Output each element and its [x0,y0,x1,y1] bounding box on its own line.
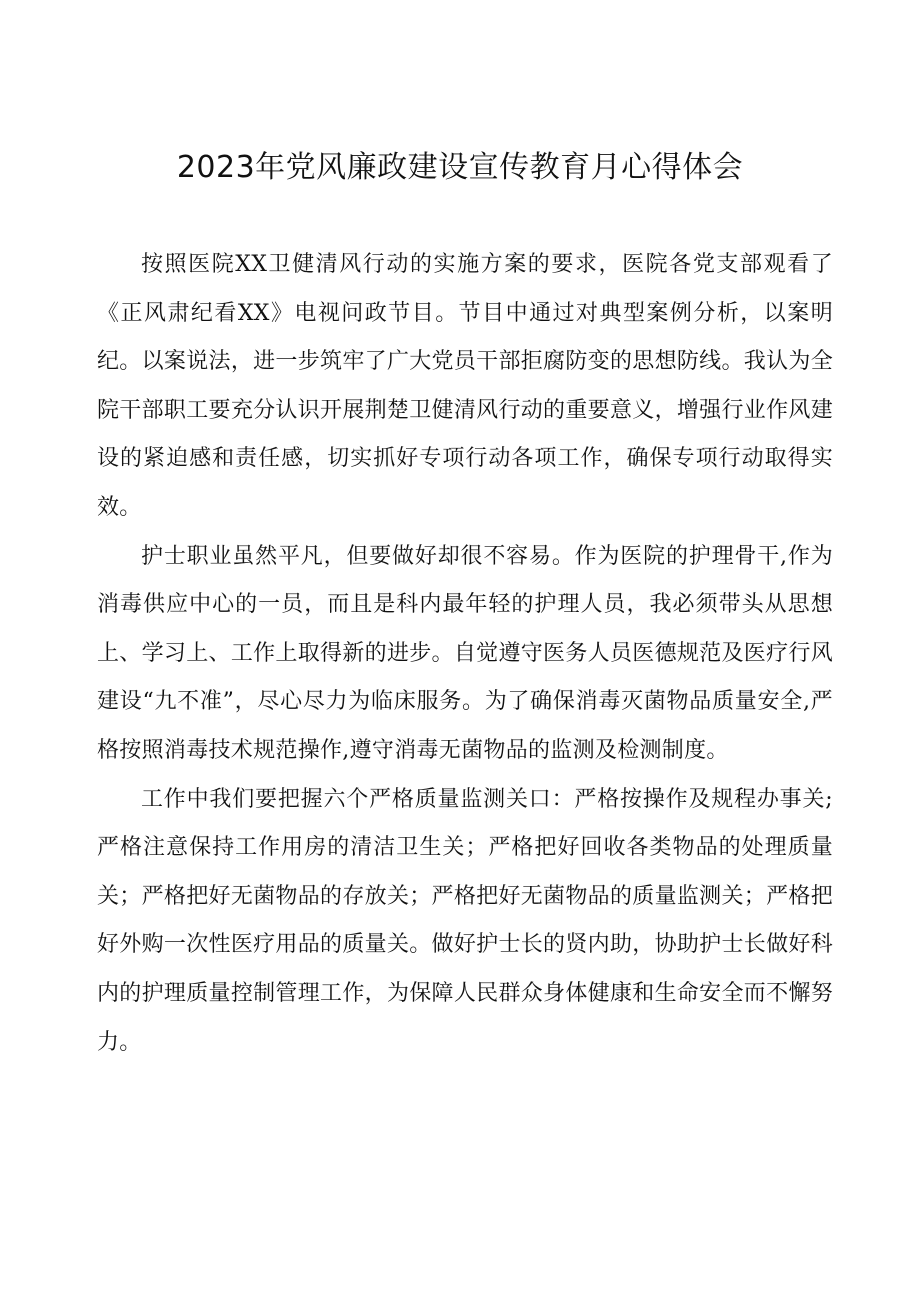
paragraph-1: 按照医院XX卫健清风行动的实施方案的要求，医院各党支部观看了《正风肃纪看XX》电视问政节目。节目中通过对典型案例分析，以案明纪。以案说法，进一步筑牢了广大党员干部拒腐防变的思想防线。我认为全院干部职工要充分认识开展荆楚卫健清风行动的重要意义，增强行业作风建设的紧迫感和责任感，切实抓好专项行动各项工作，确保专项行动取得实效。 [97,252,833,520]
paragraph-2: 护士职业虽然平凡，但要做好却很不容易。作为医院的护理骨干,作为消毒供应中心的一员，而且是科内最年轻的护理人员，我必须带头从思想上、学习上、工作上取得新的进步。自觉遵守医务人员医德规范及医疗行风建设“九不准”，尽心尽力为临床服务。为了确保消毒灭菌物品质量安全,严格按照消毒技术规范操作,遵守消毒无菌物品的监测及检测制度。 [97,543,833,763]
document-title: 2023年党风廉政建设宣传教育月心得体会 [176,150,744,185]
paragraph-3: 工作中我们要把握六个严格质量监测关口：严格按操作及规程办事关;严格注意保持工作用房的清洁卫生关；严格把好回收各类物品的处理质量关；严格把好无菌物品的存放关；严格把好无菌物品的质量监测关；严格把好外购一次性医疗用品的质量关。做好护士长的贤内助，协助护士长做好科内的护理质量控制管理工作，为保障人民群众身体健康和生命安全而不懈努力。 [97,786,833,1055]
document-body [97,241,833,1067]
